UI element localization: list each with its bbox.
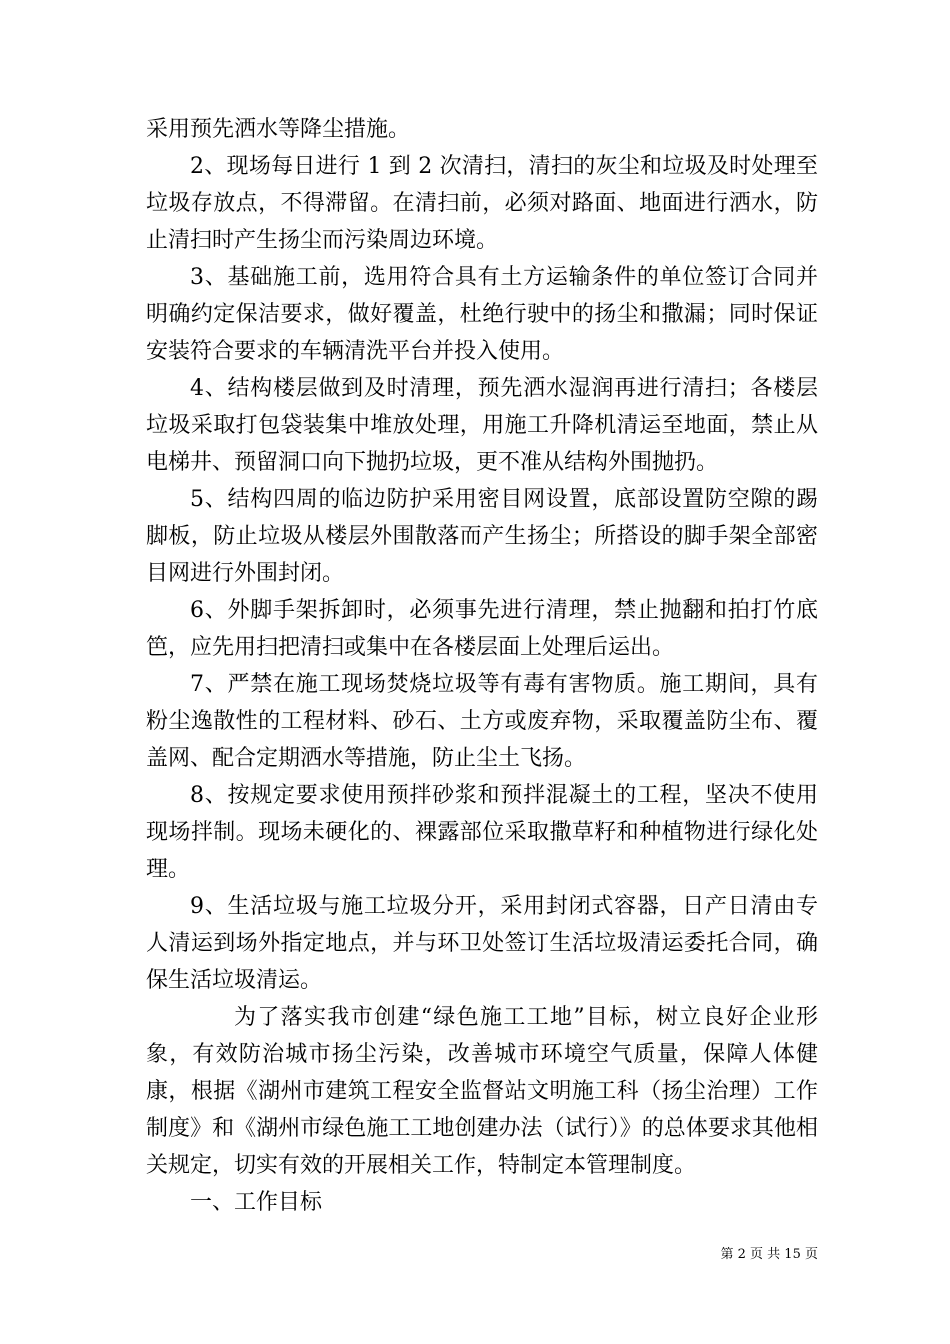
section-heading-work-goal: 一、工作目标 — [190, 1190, 323, 1215]
paragraph-item-8: 8、按规定要求使用预拌砂浆和预拌混凝土的工程，坚决不使用现场拌制。现场未硬化的、裸露部位采取撒草籽和种植物进行绿化处理。 — [146, 783, 818, 882]
footer-middle: 页 共 — [750, 1247, 781, 1262]
page-number-footer — [678, 1246, 818, 1264]
footer-suffix: 页 — [804, 1247, 818, 1262]
footer-prefix: 第 — [720, 1247, 734, 1262]
paragraph-intro: 为了落实我市创建“绿色施工工地”目标，树立良好企业形象，有效防治城市扬尘污染，改善城市环境空气质量，保障人体健康，根据《湖州市建筑工程安全监督站文明施工科（扬尘治理）工作制度》和《湖州市绿色施工工地创建办法（试行）》的总体要求其他相关规定，切实有效的开展相关工作，特制定本管理制度。 — [146, 1005, 818, 1178]
document-body — [146, 111, 818, 1221]
paragraph-item-2: 2、现场每日进行 1 到 2 次清扫，清扫的灰尘和垃圾及时处理至垃圾存放点，不得滞留。在清扫前，必须对路面、地面进行洒水，防止清扫时产生扬尘而污染周边环境。 — [146, 154, 818, 253]
paragraph-item-4: 4、结构楼层做到及时清理，预先洒水湿润再进行清扫；各楼层垃圾采取打包袋装集中堆放处理，用施工升降机清运至地面，禁止从电梯井、预留洞口向下抛扔垃圾，更不准从结构外围抛扔。 — [146, 376, 818, 475]
paragraph-item-3: 3、基础施工前，选用符合具有土方运输条件的单位签订合同并明确约定保洁要求，做好覆盖，杜绝行驶中的扬尘和撒漏；同时保证安装符合要求的车辆清洗平台并投入使用。 — [146, 265, 818, 364]
footer-total-pages: 15 — [784, 1247, 801, 1262]
footer-page-number: 2 — [737, 1247, 746, 1262]
paragraph-item-7: 7、严禁在施工现场焚烧垃圾等有毒有害物质。施工期间，具有粉尘逸散性的工程材料、砂石、土方或废弃物，采取覆盖防尘布、覆盖网、配合定期洒水等措施，防止尘土飞扬。 — [146, 672, 818, 771]
paragraph-item-5: 5、结构四周的临边防护采用密目网设置，底部设置防空隙的踢脚板，防止垃圾从楼层外围散落而产生扬尘；所搭设的脚手架全部密目网进行外围封闭。 — [146, 487, 818, 586]
paragraph-continuation: 采用预先洒水等降尘措施。 — [146, 117, 411, 142]
paragraph-item-9: 9、生活垃圾与施工垃圾分开，采用封闭式容器，日产日清由专人清运到场外指定地点，并与环卫处签订生活垃圾清运委托合同，确保生活垃圾清运。 — [146, 894, 818, 993]
paragraph-item-6: 6、外脚手架拆卸时，必须事先进行清理，禁止抛翻和拍打竹底笆，应先用扫把清扫或集中在各楼层面上处理后运出。 — [146, 598, 818, 660]
